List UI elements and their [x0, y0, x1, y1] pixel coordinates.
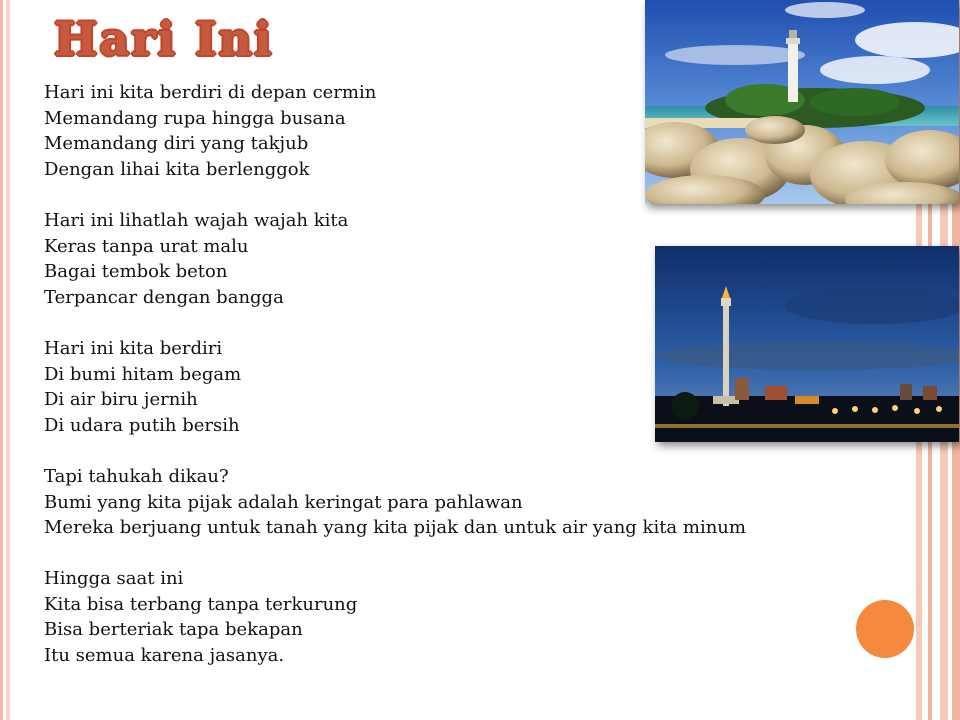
poem-line: Keras tanpa urat malu [44, 235, 249, 257]
slide-title [54, 12, 273, 66]
poem-line: Mereka berjuang untuk tanah yang kita pijak dan untuk air yang kita minum [44, 517, 746, 539]
orange-decorative-circle [856, 600, 914, 658]
poem-line: Bisa berteriak tapa bekapan [44, 619, 303, 641]
poem-line: Dengan lihai kita berlenggok [44, 158, 310, 180]
poem-stanza [44, 464, 844, 541]
poem-line: Memandang diri yang takjub [44, 133, 309, 155]
poem-line: Hari ini kita berdiri [44, 337, 223, 359]
poem-line: Hari ini kita berdiri di depan cermin [44, 82, 377, 103]
poem-line: Itu semua karena jasanya. [44, 645, 285, 667]
lighthouse-beach-image [645, 0, 959, 204]
national-monument-photo [655, 246, 959, 442]
lighthouse-beach-photo [645, 0, 959, 204]
poem-line: Tapi tahukah dikau? [44, 465, 229, 487]
poem-line: Kita bisa terbang tanpa terkurung [44, 593, 358, 615]
poem-line: Terpancar dengan bangga [44, 286, 284, 308]
poem-line: Hari ini lihatlah wajah wajah kita [44, 209, 349, 231]
left-decorative-border [0, 0, 14, 720]
poem-line: Di air biru jernih [44, 389, 198, 411]
poem-stanza [44, 566, 844, 668]
slide-title-text: Hari Ini [54, 12, 274, 66]
poem-line: Di udara putih bersih [44, 414, 240, 436]
poem-line: Hingga saat ini [44, 568, 184, 590]
poem-line: Di bumi hitam begam [44, 363, 242, 385]
poem-line: Bumi yang kita pijak adalah keringat para pahlawan [44, 491, 523, 513]
national-monument-image [655, 246, 959, 442]
poem-line: Memandang rupa hingga busana [44, 107, 346, 129]
poem-line: Bagai tembok beton [44, 261, 228, 283]
